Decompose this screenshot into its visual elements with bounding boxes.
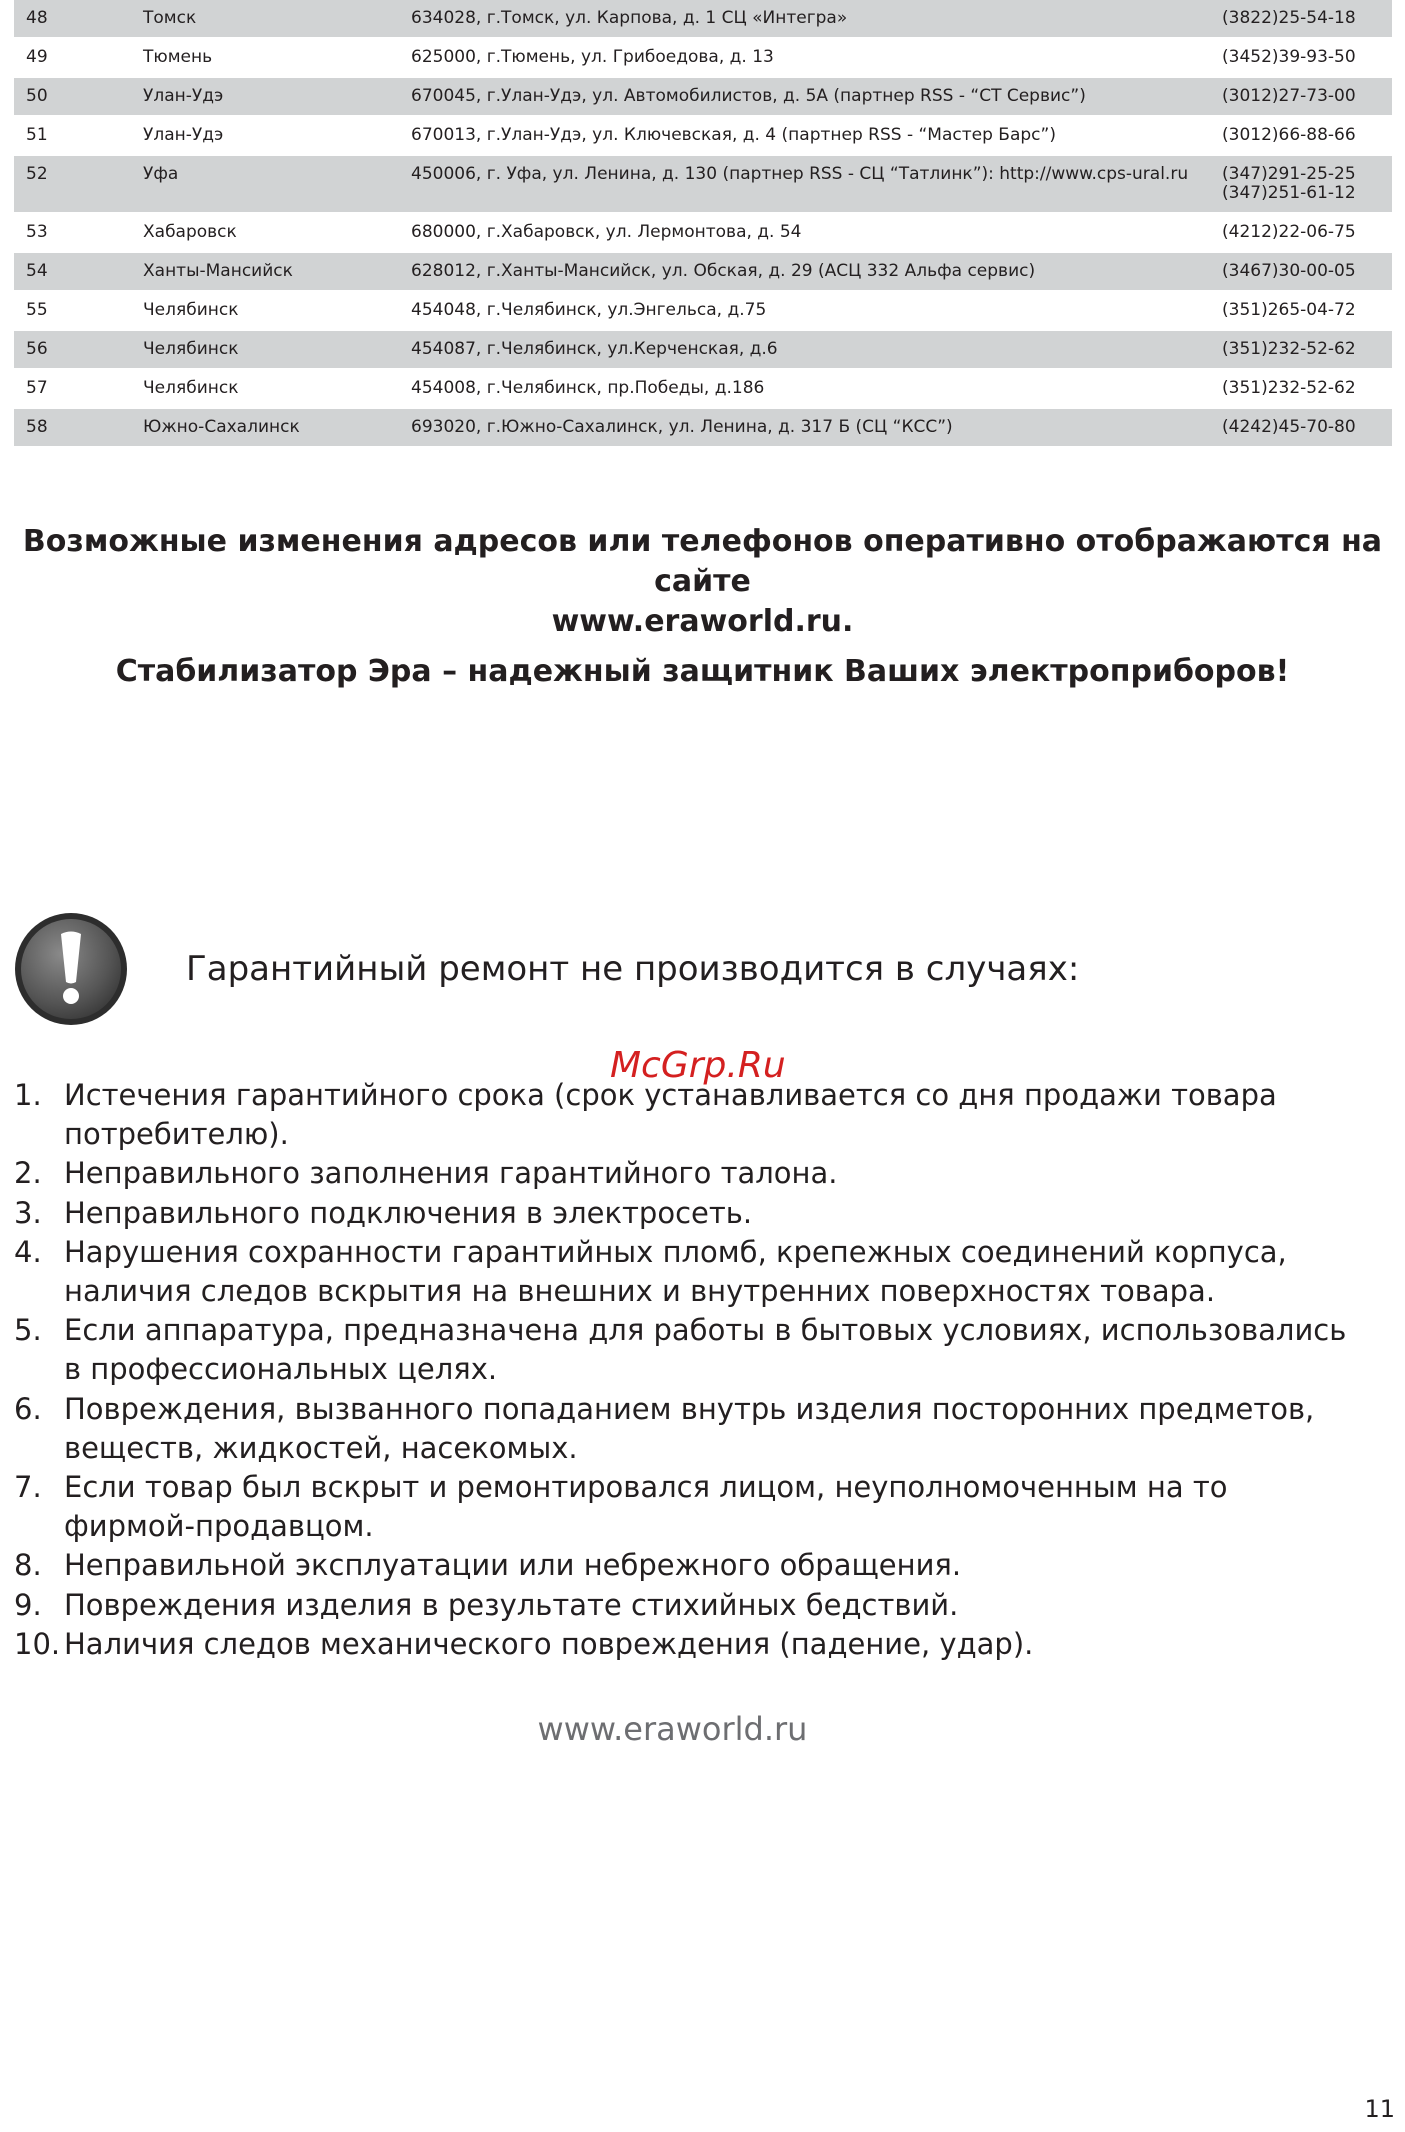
row-phones — [1222, 252, 1392, 291]
list-item — [14, 1076, 1374, 1154]
row-city: Улан-Удэ — [143, 77, 411, 116]
list-item-text: в профессиональных целях. — [64, 1352, 498, 1387]
row-city: Томск — [143, 0, 411, 38]
row-phones — [1222, 38, 1392, 77]
list-item-number: 6. — [14, 1391, 42, 1426]
row-phone: (347)291-25-25 — [1222, 164, 1356, 184]
list-item-text: потребителю). — [64, 1117, 289, 1152]
list-item — [14, 1390, 1374, 1468]
row-number: 49 — [26, 47, 48, 67]
row-address: 625000, г.Тюмень, ул. Грибоедова, д. 13 — [411, 47, 774, 67]
list-item — [14, 1311, 1374, 1389]
table-row — [14, 408, 1392, 447]
row-phones — [1222, 291, 1392, 330]
address-change-notice — [0, 522, 1405, 642]
table-row — [14, 291, 1392, 330]
list-item-number: 4. — [14, 1234, 42, 1269]
row-phone: (351)265-04-72 — [1222, 300, 1356, 320]
table-row — [14, 330, 1392, 369]
row-address: 454087, г.Челябинск, ул.Керченская, д.6 — [411, 330, 1222, 369]
row-address: 670013, г.Улан-Удэ, ул. Ключевская, д. 4 (партнер RSS - “Мастер Барс”) — [411, 125, 1056, 145]
row-phone: (3012)27-73-00 — [1222, 86, 1356, 106]
row-address: 450006, г. Уфа, ул. Ленина, д. 130 (партнер RSS - СЦ “Татлинк”): http://www.cps-ural.ru — [411, 155, 1222, 213]
row-address: 670045, г.Улан-Удэ, ул. Автомобилистов, д. 5А (партнер RSS - “СТ Сервис”) — [411, 77, 1222, 116]
list-item-text: фирмой-продавцом. — [64, 1509, 374, 1544]
table-row — [14, 77, 1392, 116]
table-row — [14, 155, 1392, 213]
footer-site-link[interactable]: www.eraworld.ru — [537, 1710, 808, 1748]
row-city: Челябинск — [143, 300, 239, 320]
table-row — [14, 38, 1392, 77]
warranty-exclusions-list — [14, 1076, 1374, 1664]
row-number: 51 — [26, 125, 48, 145]
list-item-text: Повреждения, вызванного попаданием внутрь изделия посторонних предметов, — [64, 1391, 1315, 1426]
row-phones — [1222, 77, 1392, 116]
table-row — [14, 0, 1392, 38]
row-number: 54 — [14, 252, 143, 291]
row-number: 52 — [14, 155, 143, 213]
list-item-number: 7. — [14, 1470, 42, 1505]
list-item-number: 3. — [14, 1195, 42, 1230]
warranty-exclusions-heading: Гарантийный ремонт не производится в случаях: — [186, 949, 1080, 989]
list-item-text: Неправильного заполнения гарантийного талона. — [64, 1156, 838, 1191]
list-item-text: веществ, жидкостей, насекомых. — [64, 1430, 578, 1465]
list-item-number: 8. — [14, 1548, 42, 1583]
list-item — [14, 1625, 1374, 1664]
row-phone: (3467)30-00-05 — [1222, 261, 1356, 281]
row-number: 48 — [14, 0, 143, 38]
list-item-number: 9. — [14, 1587, 42, 1622]
list-item-text: Истечения гарантийного срока (срок устанавливается со дня продажи товара — [64, 1078, 1277, 1112]
row-city: Хабаровск — [143, 222, 237, 242]
table-body — [14, 0, 1392, 447]
row-city: Челябинск — [143, 378, 239, 398]
list-item-text: наличия следов вскрытия на внешних и внутренних поверхностях товара. — [64, 1274, 1216, 1309]
row-phone: (351)232-52-62 — [1222, 378, 1356, 398]
row-number: 55 — [26, 300, 48, 320]
row-phone: (3822)25-54-18 — [1222, 8, 1356, 28]
table-row — [14, 213, 1392, 252]
row-phone: (4242)45-70-80 — [1222, 417, 1356, 437]
row-phones — [1222, 408, 1392, 447]
row-phones — [1222, 330, 1392, 369]
row-city: Ханты-Мансийск — [143, 252, 411, 291]
row-city: Тюмень — [143, 47, 213, 67]
table-row — [14, 116, 1392, 155]
row-number: 53 — [26, 222, 48, 242]
row-phones — [1222, 213, 1392, 252]
list-item — [14, 1233, 1374, 1311]
list-item — [14, 1586, 1374, 1625]
row-number: 57 — [26, 378, 48, 398]
list-item-text: Нарушения сохранности гарантийных пломб, крепежных соединений корпуса, — [64, 1234, 1287, 1269]
row-phone: (3452)39-93-50 — [1222, 47, 1356, 67]
row-phone: (4212)22-06-75 — [1222, 222, 1356, 242]
list-item-text: Неправильного подключения в электросеть. — [64, 1195, 753, 1230]
row-number: 56 — [14, 330, 143, 369]
row-address: 680000, г.Хабаровск, ул. Лермонтова, д. 54 — [411, 222, 802, 242]
slogan: Стабилизатор Эра – надежный защитник Ваших электроприборов! — [115, 654, 1290, 689]
row-phones — [1222, 369, 1392, 408]
row-city: Южно-Сахалинск — [143, 408, 411, 447]
row-address: 693020, г.Южно-Сахалинск, ул. Ленина, д. 317 Б (СЦ “КСС”) — [411, 408, 1222, 447]
exclamation-icon — [14, 912, 128, 1026]
row-phone: (351)232-52-62 — [1222, 339, 1356, 359]
table-row — [14, 369, 1392, 408]
list-item-text: Если товар был вскрыт и ремонтировался лицом, неуполномоченным на то — [64, 1470, 1228, 1505]
page-number: 11 — [1364, 2095, 1395, 2123]
list-item — [14, 1546, 1374, 1585]
row-phone: (347)251-61-12 — [1222, 183, 1356, 203]
service-center-table — [14, 0, 1392, 448]
list-item-text: Наличия следов механического повреждения (падение, удар). — [64, 1626, 1034, 1661]
list-item-text: Если аппаратура, предназначена для работы в бытовых условиях, использовались — [64, 1313, 1347, 1348]
list-item-number: 5. — [14, 1313, 42, 1348]
list-item-text: Повреждения изделия в результате стихийных бедствий. — [64, 1587, 959, 1622]
row-number: 58 — [14, 408, 143, 447]
watermark: McGrp.Ru — [610, 1045, 786, 1086]
row-city: Уфа — [143, 155, 411, 213]
notice-line-1: Возможные изменения адресов или телефонов оперативно отображаются на сайте — [22, 524, 1383, 599]
row-phones — [1222, 116, 1392, 155]
notice-line-2[interactable]: www.eraworld.ru. — [551, 604, 854, 639]
row-address: 454048, г.Челябинск, ул.Энгельса, д.75 — [411, 300, 767, 320]
row-phones — [1222, 0, 1392, 38]
row-phone: (3012)66-88-66 — [1222, 125, 1356, 145]
table-row — [14, 252, 1392, 291]
list-item-number: 1. — [14, 1078, 42, 1112]
list-item — [14, 1194, 1374, 1233]
row-address: 634028, г.Томск, ул. Карпова, д. 1 СЦ «Интегра» — [411, 0, 1222, 38]
row-phones — [1222, 155, 1392, 213]
row-city: Челябинск — [143, 330, 411, 369]
list-item-number: 10. — [14, 1626, 61, 1661]
row-number: 50 — [14, 77, 143, 116]
list-item — [14, 1154, 1374, 1193]
row-address: 628012, г.Ханты-Мансийск, ул. Обская, д. 29 (АСЦ 332 Альфа сервис) — [411, 252, 1222, 291]
list-item-text: Неправильной эксплуатации или небрежного обращения. — [64, 1548, 962, 1583]
list-item-number: 2. — [14, 1156, 42, 1191]
row-city: Улан-Удэ — [143, 125, 224, 145]
row-address: 454008, г.Челябинск, пр.Победы, д.186 — [411, 378, 765, 398]
list-item — [14, 1468, 1374, 1546]
